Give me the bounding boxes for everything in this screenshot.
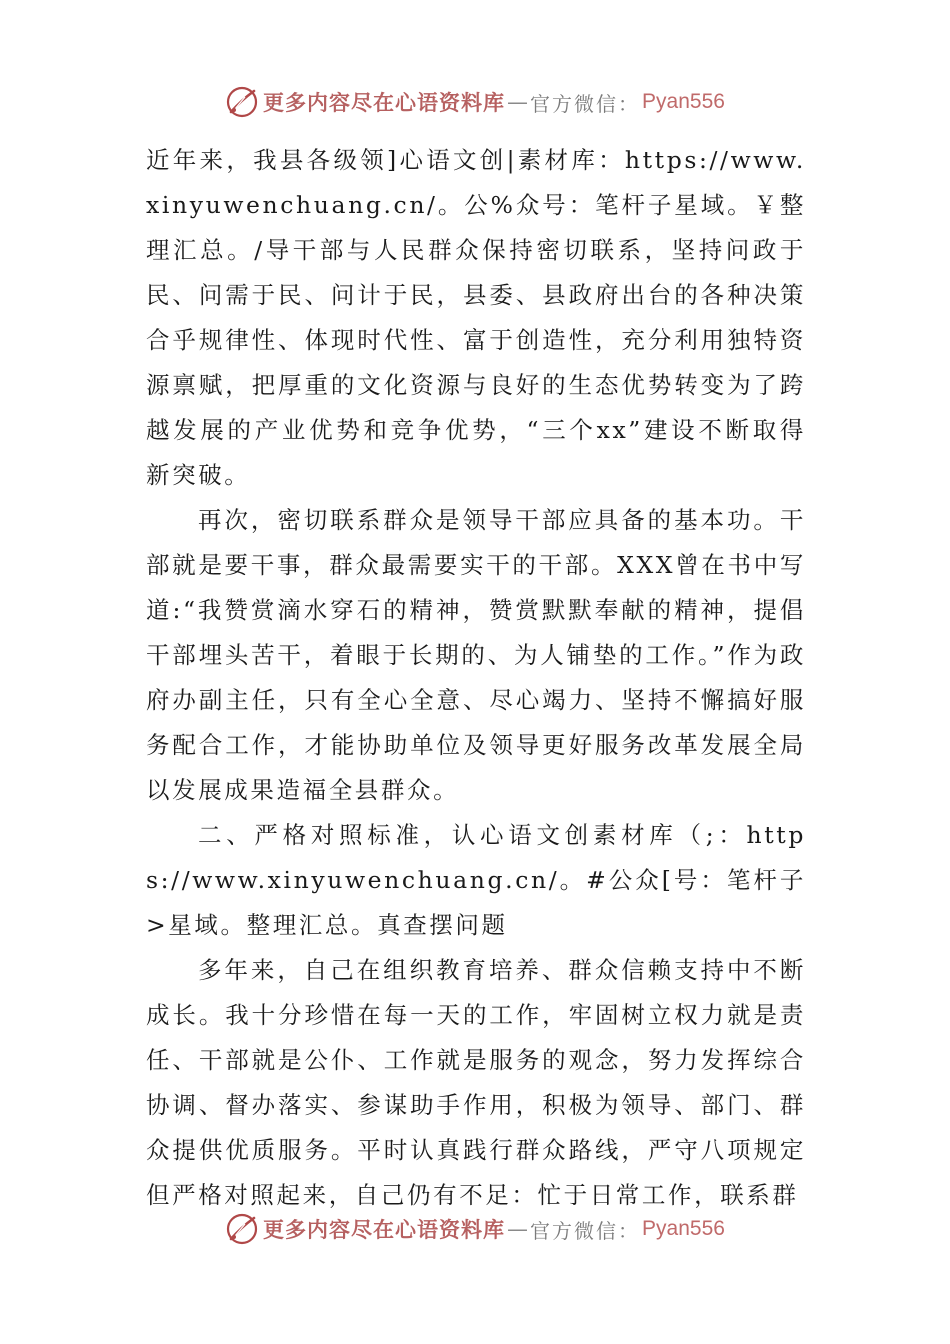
paragraph-2: 再次，密切联系群众是领导干部应具备的基本功。干部就是要干事，群众最需要实干的干部。XXX曾在书中写道:“我赞赏滴水穿石的精神，赞赏默默奉献的精神，提倡干部埋头苦干，着眼于长期的、为人铺垫的工作。”作为政府办副主任，只有全心全意、尽心竭力、坚持不懈搞好服务配合工作，才能协助单位及领导更好服务改革发展全局以发展成果造福全县群众。 xyxy=(146,506,806,804)
paragraph-3: 多年来，自己在组织教育培养、群众信赖支持中不断成长。我十分珍惜在每一天的工作，牢固树立权力就是责任、干部就是公仆、工作就是服务的观念，努力发挥综合协调、督办落实、参谋助手作用，积极为领导、部门、群众提供优质服务。平时认真践行群众路线，严守八项规定但严格对照起来，自己仍有不足：忙于日常工作，联系群 xyxy=(146,956,806,1209)
banner-official-label: 官方微信： xyxy=(530,91,641,116)
header-banner xyxy=(0,82,950,122)
paragraph-1: 近年来，我县各级领]心语文创|素材库：https://www.xinyuwenchuang.cn/。公%众号：笔杆子星域。￥整理汇总。/导干部与人民群众保持密切联系，坚持问政于民、问需于民、问计于民，县委、县政府出台的各种决策合乎规律性、体现时代性、富于创造性，充分利用独特资源禀赋，把厚重的文化资源与良好的生态优势转变为了跨越发展的产业优势和竞争优势，“三个xx”建设不断取得新突破。 xyxy=(146,146,806,489)
pen-logo-icon xyxy=(225,85,259,119)
banner-wechat-id: Pyan556 xyxy=(642,90,725,113)
banner-brand: 更多内容尽在心语资料库 xyxy=(263,1217,506,1242)
pen-logo-icon xyxy=(225,1212,259,1246)
banner-official-label: 官方微信： xyxy=(530,1218,641,1243)
document-body xyxy=(146,138,806,1218)
footer-banner xyxy=(0,1209,950,1249)
section-heading-2: 二、严格对照标准，认心语文创素材库（;：https://www.xinyuwenchuang.cn/。#公众[号：笔杆子>星域。整理汇总。真查摆问题 xyxy=(146,821,806,939)
banner-wechat-id: Pyan556 xyxy=(642,1217,725,1240)
banner-separator: — xyxy=(507,1217,529,1241)
banner-separator: — xyxy=(507,90,529,114)
banner-brand: 更多内容尽在心语资料库 xyxy=(263,90,506,115)
